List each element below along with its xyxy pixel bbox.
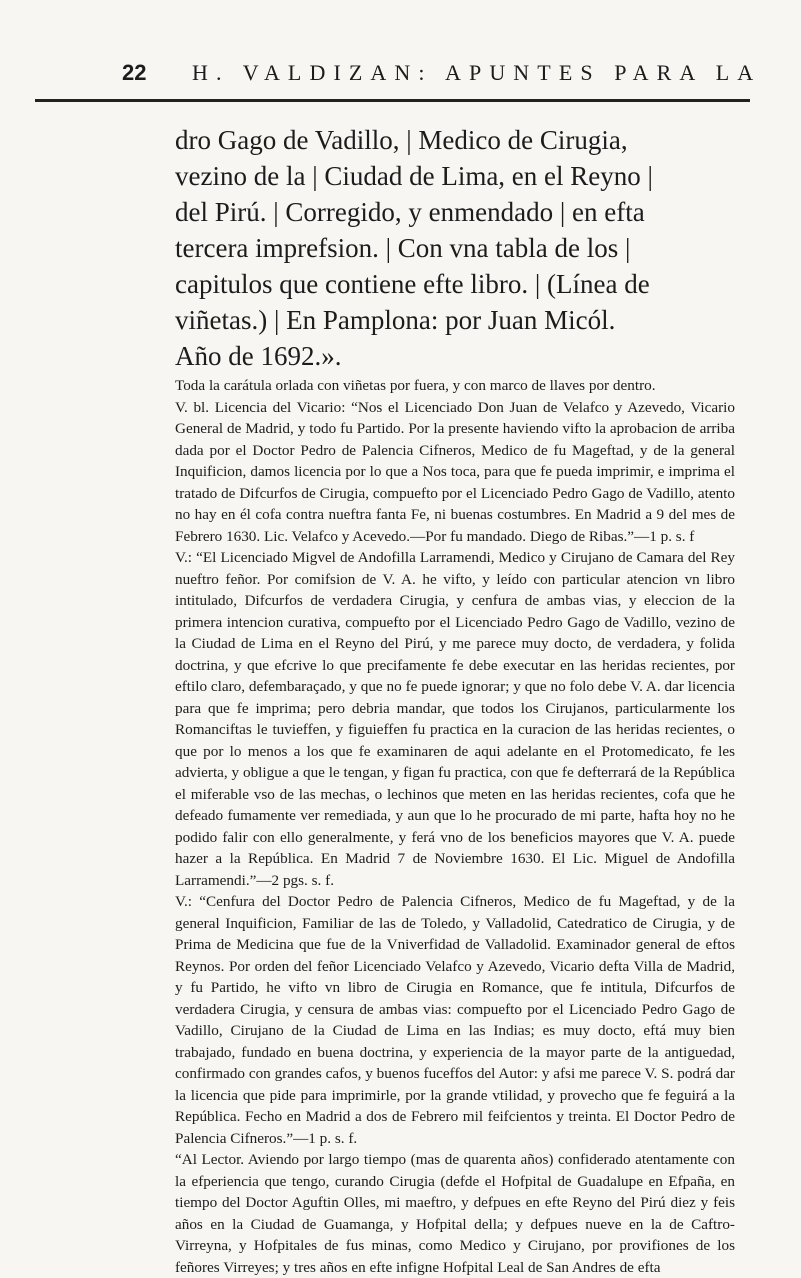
paragraph: V.: “Cenfura del Doctor Pedro de Palencia Cifneros, Medico de fu Mageftad, y de la general Inquificion, Familiar de las de Toledo, y Valladolid, Catedratico de Cirugia, y de Prima de Medicina que fue de la Vniverfidad de Valladolid. Examinador general de eftos Reynos. Por orden del feñor Licenciado Velafco y Azevedo, Vicario defta Villa de Madrid, y fu Partido, he vifto vn libro de Cirugia en Romance, que fe intitula, Difcurfos de verdadera Cirugia, y censura de ambas vias: compuefto por el Licenciado Pedro Gago de Vadillo, Cirujano de la Ciudad de Lima en las Indias; es muy docto, eftá muy bien trabajado, fundado en buena doctrina, y experiencia de la mayor parte de la antiguedad, confirmado con grandes cafos, y buenos fuceffos del Autor: y afsi me parece V. S. podrá dar la licencia que pide para imprimirle, por la grande vtilidad, y provecho que fe feguirá a la República. Fecho en Madrid a dos de Febrero mil feifcientos y treinta. El Doctor Pedro de Palencia Cifneros.”—1 p. s. f.	[175, 893, 735, 1147]
paragraph: Toda la carátula orlada con viñetas por fuera, y con marco de llaves por dentro.	[175, 377, 656, 394]
paragraph: “Al Lector. Aviendo por largo tiempo (mas de quarenta años) confiderado atentamente con la efperiencia que tengo, curando Cirugia (defde el Hofpital de Guadalupe en Efpaña, en tiempo del Doctor Aguftin Olles, mi maeftro, y defpues en efte Reyno del Pirú diez y feis años en la Ciudad de Guamanga, y Hofpital della; y defpues nueve en la de Caftro-Virreyna, y Hofpitales de fus minas, como Medico y Cirujano, por provifiones de los feñores Virreyes; y tres años en efte infigne Hofpital Leal de San Andres de efta	[175, 1151, 735, 1276]
title-line: capitulos que contiene efte libro. | (Línea de	[175, 269, 650, 299]
paragraph: V. bl. Licencia del Vicario: “Nos el Licenciado Don Juan de Velafco y Azevedo, Vicario General de Madrid, y todo fu Partido. Por la presente haviendo vifto la aprobacion de arriba dada por el Doctor Pedro de Palencia Cifneros, Medico de fu Mageftad, y de la general Inquificion, damos licencia por lo que a Nos toca, para que fe pueda imprimir, e imprima el tratado de Difcurfos de Cirugia, compuefto por el Licenciado Pedro Gago de Vadillo, atento no hay en él cofa contra nueftra fanta Fe, ni buenas costumbres. En Madrid a 9 del mes de Febrero 1630. Lic. Velafco y Acevedo.—Por fu mandado. Diego de Ribas.”—1 p. s. f	[175, 398, 735, 545]
title-line: del Pirú. | Corregido, y enmendado | en efta	[175, 197, 645, 227]
running-title: H. VALDIZAN: APUNTES PARA LA	[192, 60, 762, 85]
title-line: vezino de la | Ciudad de Lima, en el Reyno |	[175, 161, 653, 191]
title-line: dro Gago de Vadillo, | Medico de Cirugia,	[175, 125, 628, 155]
body-text	[175, 375, 735, 1278]
title-line: viñetas.) | En Pamplona: por Juan Micól.	[175, 305, 616, 335]
paragraph: V.: “El Licenciado Migvel de Andofilla Larramendi, Medico y Cirujano de Camara del Rey nueftro feñor. Por comifsion de V. A. he vifto, y leído con particular atencion vn libro intitulado, Difcurfos de verdadera Cirugia, y cenfura de ambas vias, y eleccion de la primera intencion curativa, compuefto por el Licenciado Pedro Gago de Vadillo, vezino de la Ciudad de Lima en el Reyno del Pirú, y me parece muy docto, de verdadera, y folida doctrina, y que efcrive lo que precifamente fe debe executar en las heridas recientes, por eftilo claro, defembaraçado, y que no fe puede ignorar; y que no folo debe V. A. dar licencia para que fe imprima; pero debria mandar, que todos los Cirujanos, particularmente los Romanciftas le tuvieffen, y figuieffen fu practica en la curacion de las heridas recientes, o que por lo menos a los que fe examinaren de aqui adelante en el Protomedicato, fe les advierta, y obligue a que le tengan, y figan fu practica, con que fe defterrará de la República el miferable vso de las mechas, o lechinos que meten en las heridas recientes, cofa que he defeado fumamente ver remediada, y aun que lo he procurado de mi parte, hafta hoy no he podido falir con ello generalmente, y ferá vno de los beneficios mayores que V. A. puede hazer a la República. En Madrid 7 de Noviembre 1630. El Lic. Miguel de Andofilla Larramendi.”—2 pgs. s. f.	[175, 549, 735, 889]
title-line: Año de 1692.».	[175, 341, 342, 371]
page-number: 22	[122, 60, 147, 85]
header-rule	[35, 99, 750, 102]
running-header	[122, 58, 762, 98]
title-block	[175, 122, 735, 374]
title-line: tercera imprefsion. | Con vna tabla de los |	[175, 233, 631, 263]
